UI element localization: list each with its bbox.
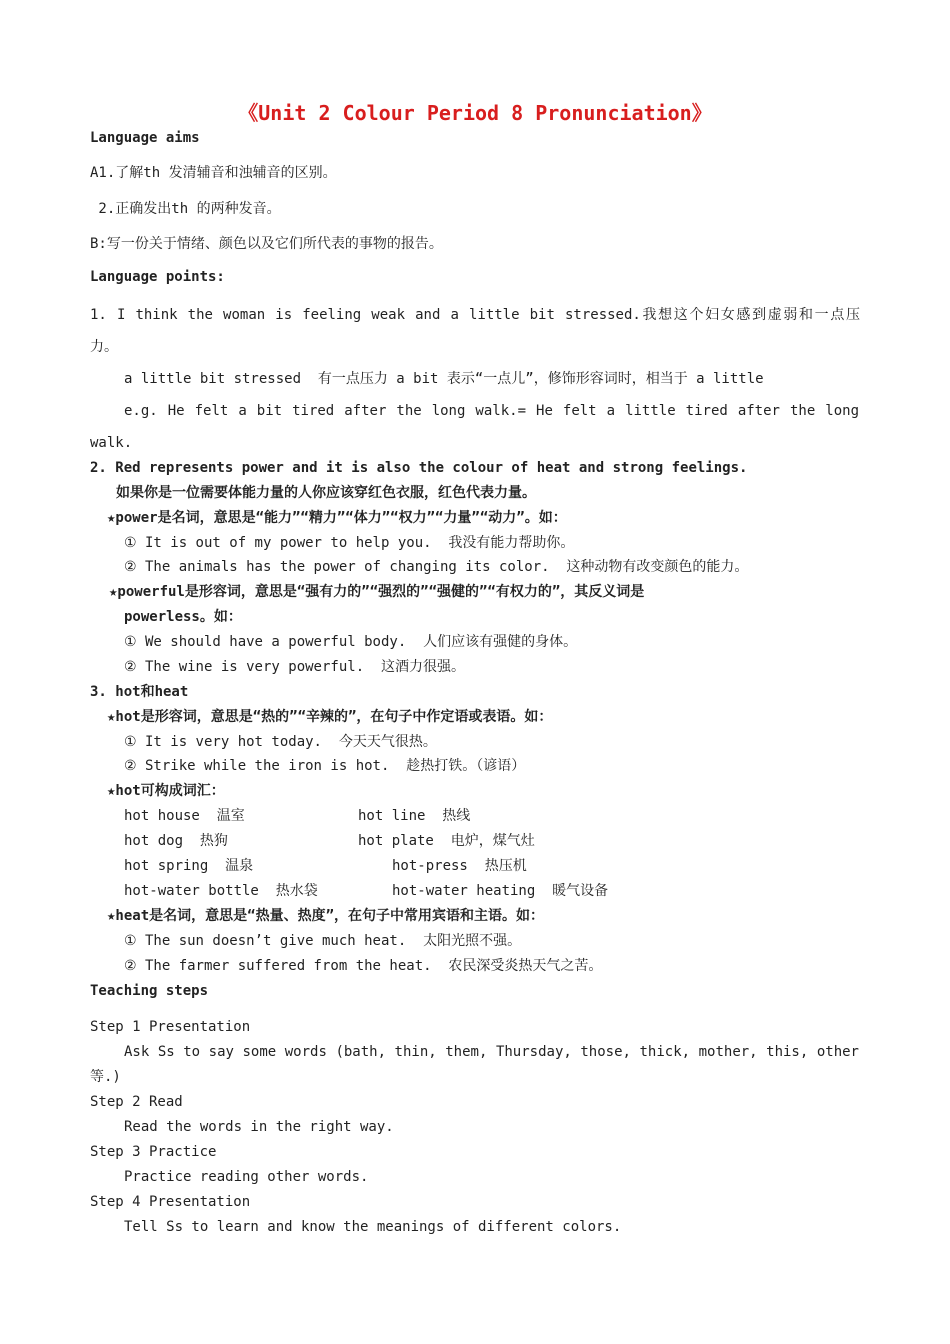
language-points-heading: Language points: bbox=[90, 269, 225, 285]
heat-example-2: ② The farmer suffered from the heat. 农民深受炎热天气之苦。 bbox=[124, 958, 603, 974]
hot-vocab-heading: ★hot可构成词汇： bbox=[107, 783, 225, 799]
hot-definition: ★hot是形容词，意思是“热的”“辛辣的”，在句子中作定语或表语。如： bbox=[107, 709, 553, 725]
step-1-body-cont: 等.) bbox=[90, 1069, 121, 1085]
aim-a2: 2.正确发出th 的两种发音。 bbox=[90, 201, 281, 217]
point-1-note: a little bit stressed 有一点压力 a bit 表示“一点儿”，修饰形容词时，相当于 a little bbox=[124, 371, 764, 387]
point-1-example-cont: walk. bbox=[90, 435, 133, 451]
teaching-steps-heading: Teaching steps bbox=[90, 983, 209, 999]
aim-b: B:写一份关于情绪、颜色以及它们所代表的事物的报告。 bbox=[90, 236, 443, 252]
vocab-item: hot line 热线 bbox=[358, 808, 471, 824]
point-3-heading: 3. hot和heat bbox=[90, 684, 189, 700]
power-definition: ★power是名词，意思是“能力”“精力”“体力”“权力”“力量”“动力”。如： bbox=[107, 510, 567, 526]
step-1-title: Step 1 Presentation bbox=[90, 1019, 251, 1035]
step-4-body: Tell Ss to learn and know the meanings of different colors. bbox=[124, 1219, 622, 1235]
document-title: 《Unit 2 Colour Period 8 Pronunciation》 bbox=[238, 101, 712, 125]
point-2-translation: 如果你是一位需要体能力量的人你应该穿红色衣服，红色代表力量。 bbox=[116, 485, 536, 501]
step-2-body: Read the words in the right way. bbox=[124, 1119, 394, 1135]
point-1-sentence: 1. I think the woman is feeling weak and a little bit stressed.我想这个妇女感到虚弱和一点压 bbox=[90, 307, 860, 323]
hot-example-1: ① It is very hot today. 今天天气很热。 bbox=[124, 734, 437, 750]
point-2-sentence: 2. Red represents power and it is also the colour of heat and strong feelings. bbox=[90, 460, 748, 476]
vocab-item: hot house 温室 bbox=[124, 808, 245, 824]
power-example-1: ① It is out of my power to help you. 我没有能力帮助你。 bbox=[124, 535, 575, 551]
point-1-sentence-cont: 力。 bbox=[90, 339, 118, 355]
language-aims-heading: Language aims bbox=[90, 130, 200, 146]
step-4-title: Step 4 Presentation bbox=[90, 1194, 251, 1210]
aim-a1: A1.了解th 发清辅音和浊辅音的区别。 bbox=[90, 165, 337, 181]
vocab-item: hot-water bottle 热水袋 bbox=[124, 883, 318, 899]
vocab-item: hot-press 热压机 bbox=[392, 858, 527, 874]
hot-example-2: ② Strike while the iron is hot. 趁热打铁。（谚语） bbox=[124, 758, 526, 774]
vocab-item: hot dog 热狗 bbox=[124, 833, 228, 849]
heat-example-1: ① The sun doesn’t give much heat. 太阳光照不强。 bbox=[124, 933, 522, 949]
vocab-item: hot-water heating 暖气设备 bbox=[392, 883, 609, 899]
vocab-item: hot plate 电炉，煤气灶 bbox=[358, 833, 535, 849]
step-3-title: Step 3 Practice bbox=[90, 1144, 217, 1160]
heat-definition: ★heat是名词，意思是“热量、热度”，在句子中常用宾语和主语。如： bbox=[107, 908, 544, 924]
step-3-body: Practice reading other words. bbox=[124, 1169, 369, 1185]
powerful-definition-cont: powerless。如： bbox=[124, 609, 242, 625]
powerful-definition: ★powerful是形容词，意思是“强有力的”“强烈的”“强健的”“有权力的”，其反义词是 bbox=[109, 584, 645, 600]
powerful-example-1: ① We should have a powerful body. 人们应该有强健的身体。 bbox=[124, 634, 578, 650]
point-1-example: e.g. He felt a bit tired after the long walk.= He felt a little tired after the long bbox=[124, 403, 859, 419]
vocab-item: hot spring 温泉 bbox=[124, 858, 254, 874]
step-2-title: Step 2 Read bbox=[90, 1094, 183, 1110]
step-1-body: Ask Ss to say some words (bath, thin, them, Thursday, those, thick, mother, this, other bbox=[124, 1044, 859, 1060]
powerful-example-2: ② The wine is very powerful. 这酒力很强。 bbox=[124, 659, 465, 675]
power-example-2: ② The animals has the power of changing its color. 这种动物有改变颜色的能力。 bbox=[124, 559, 749, 575]
